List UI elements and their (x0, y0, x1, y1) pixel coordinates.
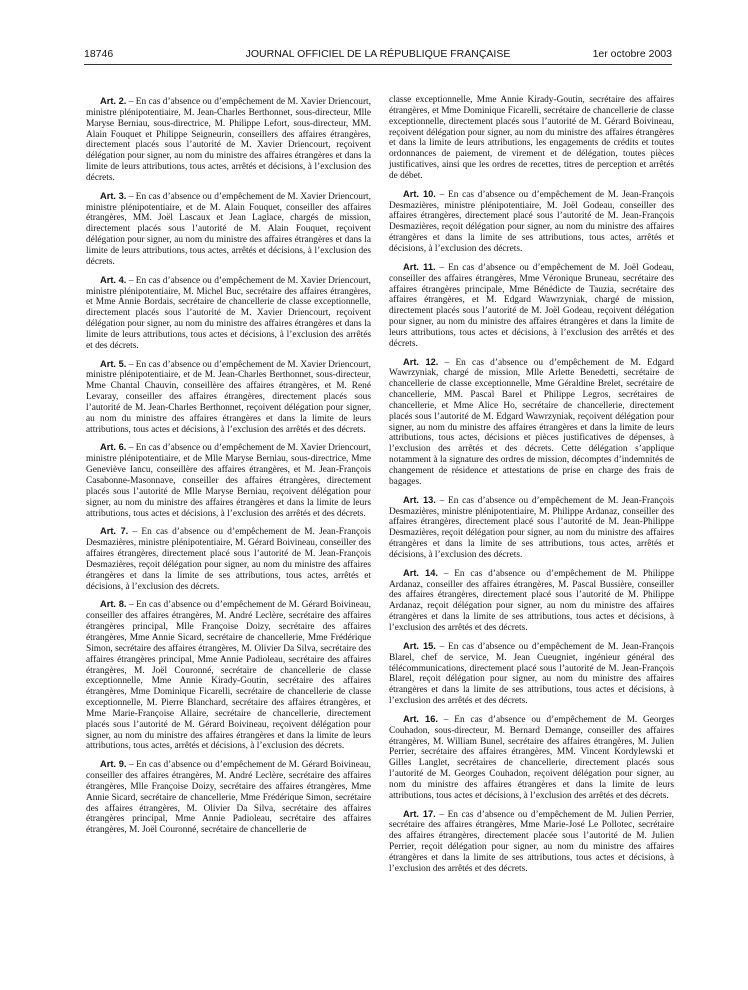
article-number: Art. 8. (100, 599, 127, 610)
article-number: Art. 5. (100, 358, 127, 369)
page-header (84, 48, 672, 62)
article-number: Art. 9. (100, 759, 127, 770)
article-number: Art. 2. (100, 96, 127, 106)
article-paragraph (86, 442, 371, 519)
article-text: – En cas d’absence ou d’empêchement de M. Xavier Driencourt, ministre plénipotentiaire, et de Mlle Maryse Berniau, sous-directrice, Mme Geneviève Iancu, conseillère des affaires étrangères, et M. Jean-François Casabonne-Masonnave, conseiller des affaires étrangères, directement placés sous l’autorité de Mlle Maryse Berniau, reçoivent délégation pour signer, au nom du ministre des affaires étrangères et dans la limite de leurs attributions, tous actes et décisions, à l’exclusion des arrêtés et des décrets. (86, 443, 371, 519)
article-paragraph (389, 357, 674, 488)
article-text: – En cas d’absence ou d’empêchement de M. Philippe Ardanaz, conseiller des affaires étrangères, M. Pascal Bussière, conseiller des affaires étrangères, directement placé sous l’autorité de M. Philippe Ardanaz, reçoit délégation pour signer, au nom du ministre des affaires étrangères et dans la limite de ses attributions, tous actes et décisions, à l’exclusion des arrêtés et des décrets. (389, 568, 674, 633)
article-number: Art. 6. (100, 442, 127, 453)
article-text: – En cas d’absence ou d’empêchement de M. Julien Perrier, secrétaire des affaires étrangères, Mme Marie-José Le Pollotec, secrétaire des affaires étrangères, directement placée sous l’autorité de M. Julien Perrier, reçoit délégation pour signer, au nom du ministre des affaires étrangères et dans la limite de ses attributions, tous actes et décisions, à l’exclusion des arrêtés et des décrets. (389, 809, 674, 874)
article-number: Art. 15. (403, 640, 436, 651)
article-text: – En cas d’absence ou d’empêchement de M. Xavier Driencourt, ministre plénipotentiaire, et de M. Alain Fouquet, conseiller des affaires étrangères, MM. Joël Lascaux et Jean Laglace, chargés de mission, directement placés sous l’autorité de M. Alain Fouquet, reçoivent délégation pour signer, au nom du ministre des affaires étrangères et dans la limite de leurs attributions, tous actes, arrêtés et décisions, à l’exclusion des décrets. (86, 191, 371, 267)
article-text: – En cas d’absence ou d’empêchement de M. Xavier Driencourt, ministre plénipotentiaire, M. Jean-Charles Berthonnet, sous-directeur, Mlle Maryse Berniau, sous-directrice, M. Philippe Lefort, sous-directeur, MM. Alain Fouquet et Philippe Seigneurin, conseillers des affaires étrangères, directement placés sous l’autorité de M. Xavier Driencourt, reçoivent délégation pour signer, au nom du ministre des affaires étrangères et dans la limite de leurs attributions, tous actes, arrêtés et décisions, à l’exclusion des décrets. (86, 97, 371, 183)
article-paragraph (86, 759, 371, 836)
article-paragraph (86, 191, 371, 268)
article-text: – En cas d’absence ou d’empêchement de M. Xavier Driencourt, ministre plénipotentiaire, et de M. Jean-Charles Berthonnet, sous-directeur, Mme Chantal Chauvin, conseillère des affaires étrangères, et M. René Levaray, conseiller des affaires étrangères, directement placés sous l’autorité de M. Jean-Charles Berthonnet, reçoivent délégation pour signer, au nom du ministre des affaires étrangères et dans la limite de leurs attributions, tous actes et décisions, à l’exclusion des arrêtés et des décrets. (86, 359, 371, 435)
article-paragraph (389, 809, 674, 875)
article-text: – En cas d’absence ou d’empêchement de M. Xavier Driencourt, ministre plénipotentiaire, M. Michel Buc, secrétaire des affaires étrangères, et Mme Annie Bordais, secrétaire de chancellerie de classe exceptionnelle, directement placés sous l’autorité de M. Xavier Driencourt, reçoivent délégation pour signer, au nom du ministre des affaires étrangères et dans la limite de leurs attributions, tous actes et décisions, à l’exclusion des arrêtés et des décrets. (86, 275, 371, 351)
article-paragraph (389, 714, 674, 802)
article-paragraph (389, 568, 674, 634)
article-number: Art. 17. (403, 808, 436, 819)
article-number: Art. 14. (403, 567, 438, 578)
left-column (86, 96, 371, 843)
header-rule (84, 64, 672, 65)
article-text: – En cas d’absence ou d’empêchement de M. Jean-François Desmazières, ministre plénipotentiaire, M. Gérard Boivineau, conseiller des affaires étrangères, directement placé sous l’autorité de M. Jean-François Desmazières, reçoit délégation pour signer, au nom du ministre des affaires étrangères et dans la limite de ses attributions, tous actes, arrêtés et décisions, à l’exclusion des décrets. (86, 527, 371, 592)
article-text: – En cas d’absence ou d’empêchement de M. Jean-François Desmazières, ministre plénipotentiaire, M. Joël Godeau, conseiller des affaires étrangères, directement placé sous l’autorité de M. Jean-François Desmazières, reçoit délégation pour signer, au nom du ministre des affaires étrangères et dans la limite de ses attributions, tous actes, arrêtés et décisions, à l’exclusion des décrets. (389, 189, 674, 254)
article-number: Art. 16. (403, 713, 438, 724)
page-number: 18746 (84, 48, 114, 60)
article-text: – En cas d’absence ou d’empêchement de M. Joël Godeau, conseiller des affaires étrangères, Mme Véronique Bruneau, secrétaire des affaires étrangères principale, Mme Bénédicte de Tauzia, secrétaire des affaires étrangères, et M. Edgard Wawrzyniak, chargé de mission, directement placés sous l’autorité de M. Joël Godeau, reçoivent délégation pour signer, au nom du ministre des affaires étrangères et dans la limite de leurs attributions, tous actes et décisions, à l’exclusion des arrêtés et des décrets. (389, 262, 674, 349)
article-continuation (389, 95, 674, 182)
article-number: Art. 10. (403, 188, 436, 199)
journal-title: JOURNAL OFFICIEL DE LA RÉPUBLIQUE FRANÇAISE (245, 48, 511, 60)
article-paragraph (86, 359, 371, 436)
right-column (389, 95, 674, 882)
article-paragraph (389, 262, 674, 350)
article-number: Art. 7. (100, 526, 129, 537)
article-text: – En cas d’absence ou d’empêchement de M. Gérard Boivineau, conseiller des affaires étrangères, M. André Leclère, secrétaire des affaires étrangères principal, Mlle Françoise Doizy, secrétaire des affaires étrangères, Mme Annie Sicard, secrétaire de chancellerie, Mme Frédérique Simon, secrétaire des affaires étrangères, M. Olivier Da Silva, secrétaire des affaires étrangères principal, Mme Annie Padioleau, secrétaire des affaires étrangères, M. Joël Couronné, secrétaire de chancellerie de classe exceptionnelle, Mme Annie Kirady-Goutin, secrétaire des affaires étrangères, Mme Dominique Ficarelli, secrétaire de chancellerie de classe exceptionnelle, M. Pierre Blanchard, secrétaire des affaires étrangères, et Mme Marie-Françoise Allaire, secrétaire de chancellerie, directement placés sous l’autorité de M. Gérard Boivineau, reçoivent délégation pour signer, au nom du ministre des affaires étrangères et dans la limite de leurs attributions, tous actes, arrêtés et décisions, à l’exclusion des décrets. (86, 600, 371, 752)
article-number: Art. 12. (403, 356, 439, 367)
article-paragraph (86, 599, 371, 752)
article-text: – En cas d’absence ou d’empêchement de M. Jean-François Desmazières, ministre plénipotentiaire, M. Philippe Ardanaz, conseiller des affaires étrangères, directement placé sous l’autorité de M. Jean-Philippe Desmazières, reçoit délégation pour signer, au nom du ministre des affaires étrangères et dans la limite de ses attributions, tous actes, arrêtés et décisions, à l’exclusion des décrets. (389, 495, 674, 560)
article-paragraph (86, 275, 371, 352)
article-text: – En cas d’absence ou d’empêchement de M. Jean-François Blarel, chef de service, M. Jean Cueugniet, ingénieur général des télécommunications, directement placé sous l’autorité de M. Jean-François Blarel, reçoit délégation pour signer, au nom du ministre des affaires étrangères et dans la limite de ses attributions, tous actes et décisions, à l’exclusion des arrêtés et des décrets. (389, 641, 674, 707)
article-text: – En cas d’absence ou d’empêchement de M. Georges Couhadon, sous-directeur, M. Bernard Demange, conseiller des affaires étrangères, M. William Bunel, secrétaire des affaires étrangères, M. Julien Perrier, secrétaire des affaires étrangères, MM. Vincent Kordylewski et Gilles Langlet, secrétaires de chancellerie, directement placés sous l’autorité de M. Georges Couhadon, reçoivent délégation pour signer, au nom du ministre des affaires étrangères et dans la limite de leurs attributions, tous actes et décisions, à l’exclusion des arrêtés et des décrets. (389, 714, 675, 801)
article-text: classe exceptionnelle, Mme Annie Kirady-Goutin, secrétaire des affaires étrangères, et Mme Dominique Ficarelli, secrétaire de chancellerie de classe exceptionnelle, directement placés sous l’autorité de M. Gérard Boivineau, reçoivent délégation pour signer, au nom du ministre des affaires étrangères et dans la limite de leurs attributions, les engagements de crédits et toutes ordonnances de paiement, de virement et de délégation, toutes pièces justificatives, ainsi que les ordres de recettes, titres de perception et arrêtés de débet. (389, 95, 674, 181)
article-number: Art. 13. (403, 494, 436, 505)
article-paragraph (86, 96, 371, 184)
article-number: Art. 3. (100, 190, 127, 201)
article-number: Art. 4. (100, 274, 127, 285)
issue-date: 1er octobre 2003 (592, 48, 672, 60)
article-paragraph (389, 495, 674, 561)
article-paragraph (389, 641, 674, 707)
article-text: – En cas d’absence ou d’empêchement de M. Gérard Boivineau, conseiller des affaires étrangères, M. André Leclère, secrétaire des affaires étrangères, Mlle Françoise Doizy, secrétaire des affaires étrangères, Mme Annie Sicard, secrétaire de chancellerie, Mme Frédérique Simon, secrétaire des affaires étrangères, M. Olivier Da Silva, secrétaire des affaires étrangères principal, Mme Annie Padioleau, secrétaire des affaires étrangères, M. Joël Couronné, secrétaire de chancellerie de (86, 760, 371, 836)
article-paragraph (86, 526, 371, 592)
article-text: – En cas d’absence ou d’empêchement de M. Edgard Wawrzyniak, chargé de mission, Mlle Arlette Benedetti, secrétaire de chancellerie de classe exceptionnelle, Mme Géraldine Brelet, secrétaire de chancellerie, MM. Pascal Barel et Philippe Legros, secrétaires de chancellerie, et Mme Alice Ho, secrétaire de chancellerie, directement placés sous l’autorité de M. Edgard Wawrzyniak, reçoivent délégation pour signer, au nom du ministre des affaires étrangères et dans la limite de leurs attributions, tous actes, décisions et pièces justificatives de dépenses, à l’exclusion des arrêtés et des décrets. Cette délégation s’applique notamment à la signature des ordres de mission, décomptes d’indemnités de changement de résidence et attestations de prise en charge des frais de bagages. (389, 357, 674, 487)
article-paragraph (389, 189, 674, 255)
article-number: Art. 11. (403, 261, 436, 272)
